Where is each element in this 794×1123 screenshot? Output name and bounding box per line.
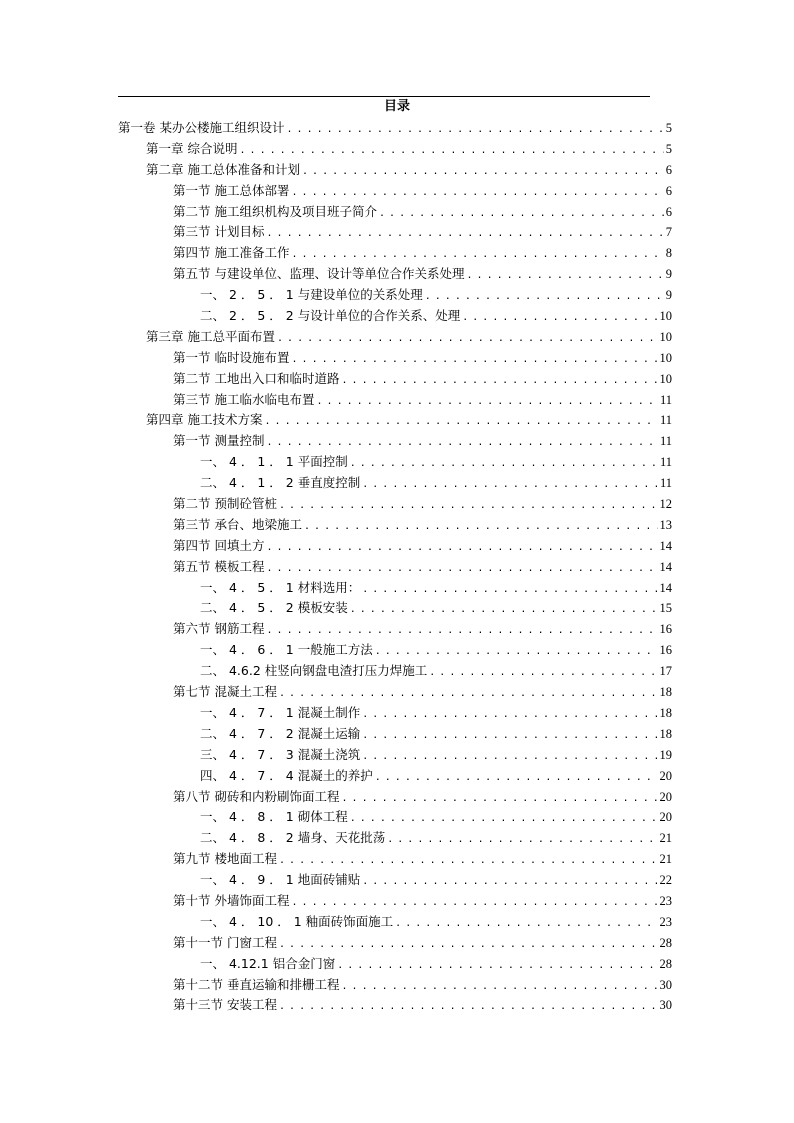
toc-entry-text: 二、 4 ． 7 ． 2 混凝土运输 — [200, 725, 361, 741]
toc-entry-text: 第十一节 门窗工程 — [173, 934, 277, 950]
dot-leader — [362, 475, 658, 495]
dot-leader — [291, 350, 657, 370]
toc-entry[interactable] — [118, 536, 672, 557]
toc-page-number: 20 — [659, 768, 672, 783]
toc-entry-text: 第一卷 某办公楼施工组织设计 — [118, 120, 285, 135]
toc-entry[interactable] — [118, 160, 672, 181]
dot-leader — [362, 726, 657, 746]
dot-leader — [362, 747, 657, 767]
toc-entry[interactable] — [118, 557, 672, 578]
dot-leader — [375, 642, 658, 662]
toc-entry[interactable] — [118, 745, 672, 766]
toc-entry-text: 一、 4 ． 10 ． 1 釉面砖饰面施工 — [200, 913, 394, 929]
toc-entry[interactable] — [118, 181, 672, 202]
dot-leader — [375, 768, 658, 788]
dot-leader — [466, 266, 663, 286]
dot-leader — [279, 935, 658, 955]
toc-page-number: 23 — [659, 914, 672, 929]
toc-entry[interactable] — [118, 640, 672, 661]
toc-entry-text: 一、 4.12.1 铝合金门窗 — [200, 955, 336, 971]
toc-page-number: 14 — [659, 559, 672, 574]
toc-entry-text: 一、 2 ． 5 ． 1 与建设单位的关系处理 — [200, 287, 423, 303]
toc-entry-text: 第二节 工地出入口和临时道路 — [173, 370, 340, 386]
toc-entry-text: 第十二节 垂直运输和排栅工程 — [173, 976, 340, 992]
toc-page-number: 14 — [659, 538, 672, 553]
dot-leader — [279, 684, 658, 704]
toc-page-number: 30 — [659, 977, 672, 992]
toc-page-number: 10 — [659, 309, 672, 324]
dot-leader — [350, 454, 658, 474]
dot-leader — [266, 224, 663, 244]
toc-entry-text: 第九节 楼地面工程 — [173, 851, 277, 867]
toc-entry[interactable] — [118, 912, 672, 933]
dot-leader — [291, 893, 657, 913]
toc-entry[interactable] — [118, 348, 672, 369]
dot-leader — [266, 538, 657, 558]
toc-entry-text: 第三节 施工临水临电布置 — [173, 391, 315, 407]
dot-leader — [387, 830, 657, 850]
dot-leader — [291, 245, 663, 265]
toc-entry[interactable] — [118, 807, 672, 828]
dot-leader — [279, 851, 658, 871]
dot-leader — [379, 204, 664, 224]
toc-entry-text: 第五节 模板工程 — [173, 558, 265, 574]
toc-entry-text: 第四节 回填土方 — [173, 537, 265, 553]
toc-entry[interactable] — [118, 661, 672, 682]
toc-page-number: 6 — [665, 162, 672, 177]
toc-entry[interactable] — [118, 849, 672, 870]
toc-page-number: 11 — [659, 476, 672, 491]
toc-page-number: 10 — [659, 371, 672, 386]
toc-page-number: 22 — [659, 873, 672, 888]
dot-leader — [362, 705, 657, 725]
toc-entry[interactable] — [118, 369, 672, 390]
toc-page-number: 5 — [665, 141, 672, 156]
toc-page-number: 19 — [659, 747, 672, 762]
toc-page-number: 15 — [659, 601, 672, 616]
toc-entry[interactable] — [118, 828, 672, 849]
dot-leader — [316, 392, 657, 412]
dot-leader — [341, 371, 657, 391]
toc-entry[interactable] — [118, 494, 672, 515]
toc-entry[interactable] — [118, 933, 672, 954]
toc-page-number: 21 — [659, 852, 672, 867]
dot-leader — [266, 559, 657, 579]
toc-entry-text: 第二节 施工组织机构及项目班子简介 — [173, 203, 377, 219]
toc-page-number: 12 — [659, 497, 672, 512]
dot-leader — [350, 809, 658, 829]
toc-page-number: 10 — [659, 329, 672, 344]
toc-page-number: 21 — [659, 831, 672, 846]
dot-leader — [239, 141, 663, 161]
toc-entry-text: 二、 2 ． 5 ． 2 与设计单位的合作关系、处理 — [200, 308, 461, 324]
toc-entry[interactable] — [118, 975, 672, 996]
toc-page-number: 28 — [659, 935, 672, 950]
toc-entry-text: 第十三节 安装工程 — [173, 997, 277, 1013]
toc-page-number: 7 — [665, 225, 672, 240]
toc-entry-text: 第五节 与建设单位、监理、设计等单位合作关系处理 — [173, 266, 465, 282]
toc-entry[interactable] — [118, 787, 672, 808]
dot-leader — [304, 517, 658, 537]
toc-entry[interactable] — [118, 243, 672, 264]
dot-leader — [266, 433, 657, 453]
toc-page-number: 11 — [659, 413, 672, 428]
toc-entry-text: 第二节 预制砼管桩 — [173, 496, 277, 512]
toc-page-number: 8 — [665, 246, 672, 261]
toc-entry[interactable] — [118, 724, 672, 745]
dot-leader — [286, 120, 663, 140]
toc-entry[interactable] — [118, 766, 672, 787]
dot-leader — [279, 496, 658, 516]
toc-entry-text: 第二章 施工总体准备和计划 — [146, 161, 300, 177]
toc-entry[interactable] — [118, 327, 672, 348]
toc-entry-text: 第四节 施工准备工作 — [173, 245, 290, 261]
toc-entry-text: 一、 4 ． 7 ． 1 混凝土制作 — [200, 704, 361, 720]
toc-entry-text: 第一节 施工总体部署 — [173, 182, 290, 198]
toc-entry-text: 第三节 承台、地梁施工 — [173, 516, 302, 532]
toc-entry[interactable] — [118, 390, 672, 411]
toc-entry-text: 第三章 施工总平面布置 — [146, 328, 275, 344]
toc-page-number: 11 — [659, 392, 672, 407]
toc-page-number: 5 — [665, 121, 672, 135]
toc-entry[interactable] — [118, 118, 672, 139]
toc-entry-text: 一、 4 ． 9 ． 1 地面砖铺贴 — [200, 872, 361, 888]
toc-entry-text: 第十节 外墙饰面工程 — [173, 892, 290, 908]
toc-entry[interactable] — [118, 995, 672, 1016]
toc-entry[interactable] — [118, 452, 672, 473]
toc-entry[interactable] — [118, 431, 672, 452]
toc-page-number: 17 — [659, 664, 672, 679]
dot-leader — [341, 977, 657, 997]
toc-entry-text: 三、 4 ． 7 ． 3 混凝土浇筑 — [200, 746, 361, 762]
toc-page-number: 18 — [659, 685, 672, 700]
toc-entry[interactable] — [118, 306, 672, 327]
toc-entry[interactable] — [118, 954, 672, 975]
toc-page-number: 20 — [659, 810, 672, 825]
toc-page-number: 11 — [659, 434, 672, 449]
toc-list — [118, 118, 672, 1016]
toc-entry[interactable] — [118, 578, 672, 599]
dot-leader — [425, 287, 664, 307]
header-rule — [118, 96, 650, 97]
toc-page-number: 10 — [659, 350, 672, 365]
toc-page-number: 16 — [659, 643, 672, 658]
toc-page-number: 23 — [659, 893, 672, 908]
toc-entry[interactable] — [118, 473, 672, 494]
dot-leader — [302, 162, 664, 182]
toc-entry-text: 第三节 计划目标 — [173, 224, 265, 240]
dot-leader — [362, 580, 657, 600]
toc-page-number: 30 — [659, 998, 672, 1013]
toc-page-number: 14 — [659, 580, 672, 595]
toc-entry[interactable] — [118, 264, 672, 285]
toc-page-number: 18 — [659, 705, 672, 720]
toc-entry-text: 第一节 测量控制 — [173, 433, 265, 449]
toc-entry[interactable] — [118, 202, 672, 223]
dot-leader — [277, 329, 658, 349]
toc-entry[interactable] — [118, 222, 672, 243]
toc-entry[interactable] — [118, 870, 672, 891]
toc-title: 目录 — [383, 99, 410, 114]
toc-page-number: 11 — [659, 455, 672, 470]
toc-entry-text: 二、 4 ． 1 ． 2 垂直度控制 — [200, 475, 361, 491]
toc-entry-text: 第一节 临时设施布置 — [173, 349, 290, 365]
toc-entry-text: 第六节 钢筋工程 — [173, 621, 265, 637]
dot-leader — [350, 600, 658, 620]
toc-entry-text: 第一章 综合说明 — [146, 140, 238, 156]
toc-entry-text: 一、 4 ． 1 ． 1 平面控制 — [200, 454, 348, 470]
toc-entry[interactable] — [118, 410, 672, 431]
toc-entry[interactable] — [118, 515, 672, 536]
toc-page-number: 18 — [659, 726, 672, 741]
dot-leader — [291, 183, 663, 203]
toc-page-number: 9 — [665, 288, 672, 303]
toc-entry-text: 一、 4 ． 8 ． 1 砌体工程 — [200, 809, 348, 825]
toc-entry-text: 第七节 混凝土工程 — [173, 684, 277, 700]
toc-page-number: 9 — [665, 267, 672, 282]
toc-entry[interactable] — [118, 703, 672, 724]
toc-entry[interactable] — [118, 285, 672, 306]
toc-entry-text: 一、 4 ． 6 ． 1 一般施工方法 — [200, 642, 373, 658]
dot-leader — [264, 412, 657, 432]
dot-leader — [337, 956, 657, 976]
toc-page-number: 20 — [659, 789, 672, 804]
dot-leader — [362, 872, 657, 892]
toc-page-number: 16 — [659, 622, 672, 637]
toc-entry[interactable] — [118, 682, 672, 703]
toc-page-number: 6 — [665, 183, 672, 198]
toc-entry-text: 一、 4 ． 5 ． 1 材料选用： — [200, 579, 361, 595]
toc-page-number: 6 — [665, 204, 672, 219]
toc-entry[interactable] — [118, 598, 672, 619]
toc-entry-text: 第八节 砌砖和内粉刷饰面工程 — [173, 788, 340, 804]
toc-entry[interactable] — [118, 139, 672, 160]
toc-entry-text: 第四章 施工技术方案 — [146, 412, 263, 428]
dot-leader — [429, 663, 657, 683]
dot-leader — [462, 308, 657, 328]
toc-entry-text: 四、 4 ． 7 ． 4 混凝土的养护 — [200, 767, 373, 783]
toc-entry[interactable] — [118, 891, 672, 912]
toc-entry-text: 二、 4 ． 5 ． 2 模板安装 — [200, 600, 348, 616]
toc-entry-text: 二、 4.6.2 柱竖向钢盘电渣打压力焊施工 — [200, 663, 428, 679]
dot-leader — [279, 997, 658, 1017]
toc-entry-text: 二、 4 ． 8 ． 2 墙身、天花批荡 — [200, 830, 386, 846]
dot-leader — [395, 914, 657, 934]
dot-leader — [341, 789, 657, 809]
toc-page-number: 28 — [659, 956, 672, 971]
dot-leader — [266, 621, 657, 641]
toc-entry[interactable] — [118, 619, 672, 640]
toc-page-number: 13 — [659, 517, 672, 532]
